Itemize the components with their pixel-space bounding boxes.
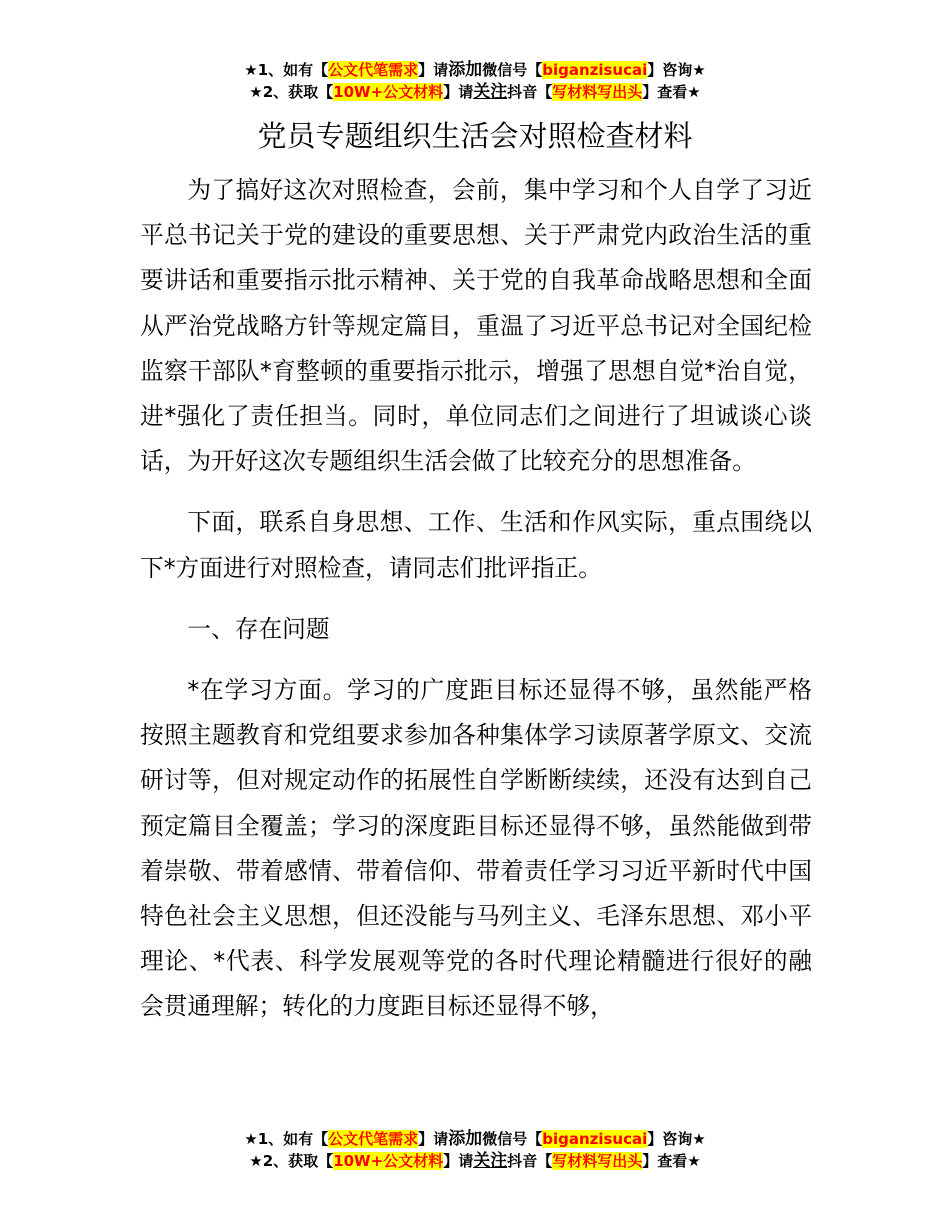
banner-text: 】请 (418, 61, 449, 79)
banner-text: 】请 (443, 83, 474, 101)
banner-emphasis: 关注 (473, 1151, 508, 1171)
paragraph-intro: 为了搞好这次对照检查，会前，集中学习和个人自学了习近平总书记关于党的建设的重要思想、关于严肃党内政治生活的重要讲话和重要指示批示精神、关于党的自我革命战略思想和全面从严治党战略方针等规定篇目，重温了习近平总书记对全国纪检监察干部队*育整顿的重要指示批示，增强了思想自觉*治自觉，进*强化了责任担当。同时，单位同志们之间进行了坦诚谈心谈话，为开好这次专题组织生活会做了比较充分的思想准备。 (140, 176, 812, 476)
banner-line-2 (0, 1150, 950, 1172)
header-banner (0, 59, 950, 103)
banner-text: 抖音【 (507, 83, 553, 101)
banner-text: ★1、如有【 (244, 1130, 329, 1148)
paragraph-outline: 下面，联系自身思想、工作、生活和作风实际，重点围绕以下*方面进行对照检查，请同志们批评指正。 (140, 508, 812, 582)
banner-text: 微信号【 (482, 1130, 543, 1148)
highlight-materials: 10W+公文材料 (333, 1152, 444, 1170)
highlight-materials: 10W+公文材料 (333, 83, 444, 101)
banner-text: ★2、获取【 (249, 83, 334, 101)
highlight-wechat-id: biganzisucai (542, 1130, 648, 1148)
highlight-wechat-id: biganzisucai (542, 61, 648, 79)
banner-text: 】咨询★ (647, 1130, 706, 1148)
banner-emphasis: 关注 (473, 82, 508, 102)
banner-text: 】请 (418, 1130, 449, 1148)
banner-text: ★2、获取【 (249, 1152, 334, 1170)
banner-text: 】查看★ (642, 83, 701, 101)
banner-text: 】查看★ (642, 1152, 701, 1170)
banner-emphasis: 添加 (448, 60, 483, 80)
highlight-service: 公文代笔需求 (328, 1130, 419, 1148)
banner-line-2 (0, 81, 950, 103)
highlight-douyin-id: 写材料写出头 (552, 1152, 643, 1170)
paragraph-study: *在学习方面。学习的广度距目标还显得不够，虽然能严格按照主题教育和党组要求参加各种集体学习读原著学原文、交流研讨等，但对规定动作的拓展性自学断断续续，还没有达到自己预定篇目全覆盖；学习的深度距目标还显得不够，虽然能做到带着崇敬、带着感情、带着信仰、带着责任学习习近平新时代中国特色社会主义思想，但还没能与马列主义、毛泽东思想、邓小平理论、*代表、科学发展观等党的各时代理论精髓进行很好的融会贯通理解；转化的力度距目标还显得不够， (140, 676, 812, 1021)
highlight-douyin-id: 写材料写出头 (552, 83, 643, 101)
banner-text: 】咨询★ (647, 61, 706, 79)
banner-text: ★1、如有【 (244, 61, 329, 79)
banner-text: 微信号【 (482, 61, 543, 79)
highlight-service: 公文代笔需求 (328, 61, 419, 79)
banner-line-1 (0, 59, 950, 81)
section-heading: 一、存在问题 (187, 614, 330, 643)
banner-line-1 (0, 1128, 950, 1150)
banner-text: 】请 (443, 1152, 474, 1170)
document-title: 党员专题组织生活会对照检查材料 (257, 119, 693, 153)
document-body (140, 168, 812, 1030)
banner-emphasis: 添加 (448, 1129, 483, 1149)
footer-banner (0, 1128, 950, 1172)
banner-text: 抖音【 (507, 1152, 553, 1170)
